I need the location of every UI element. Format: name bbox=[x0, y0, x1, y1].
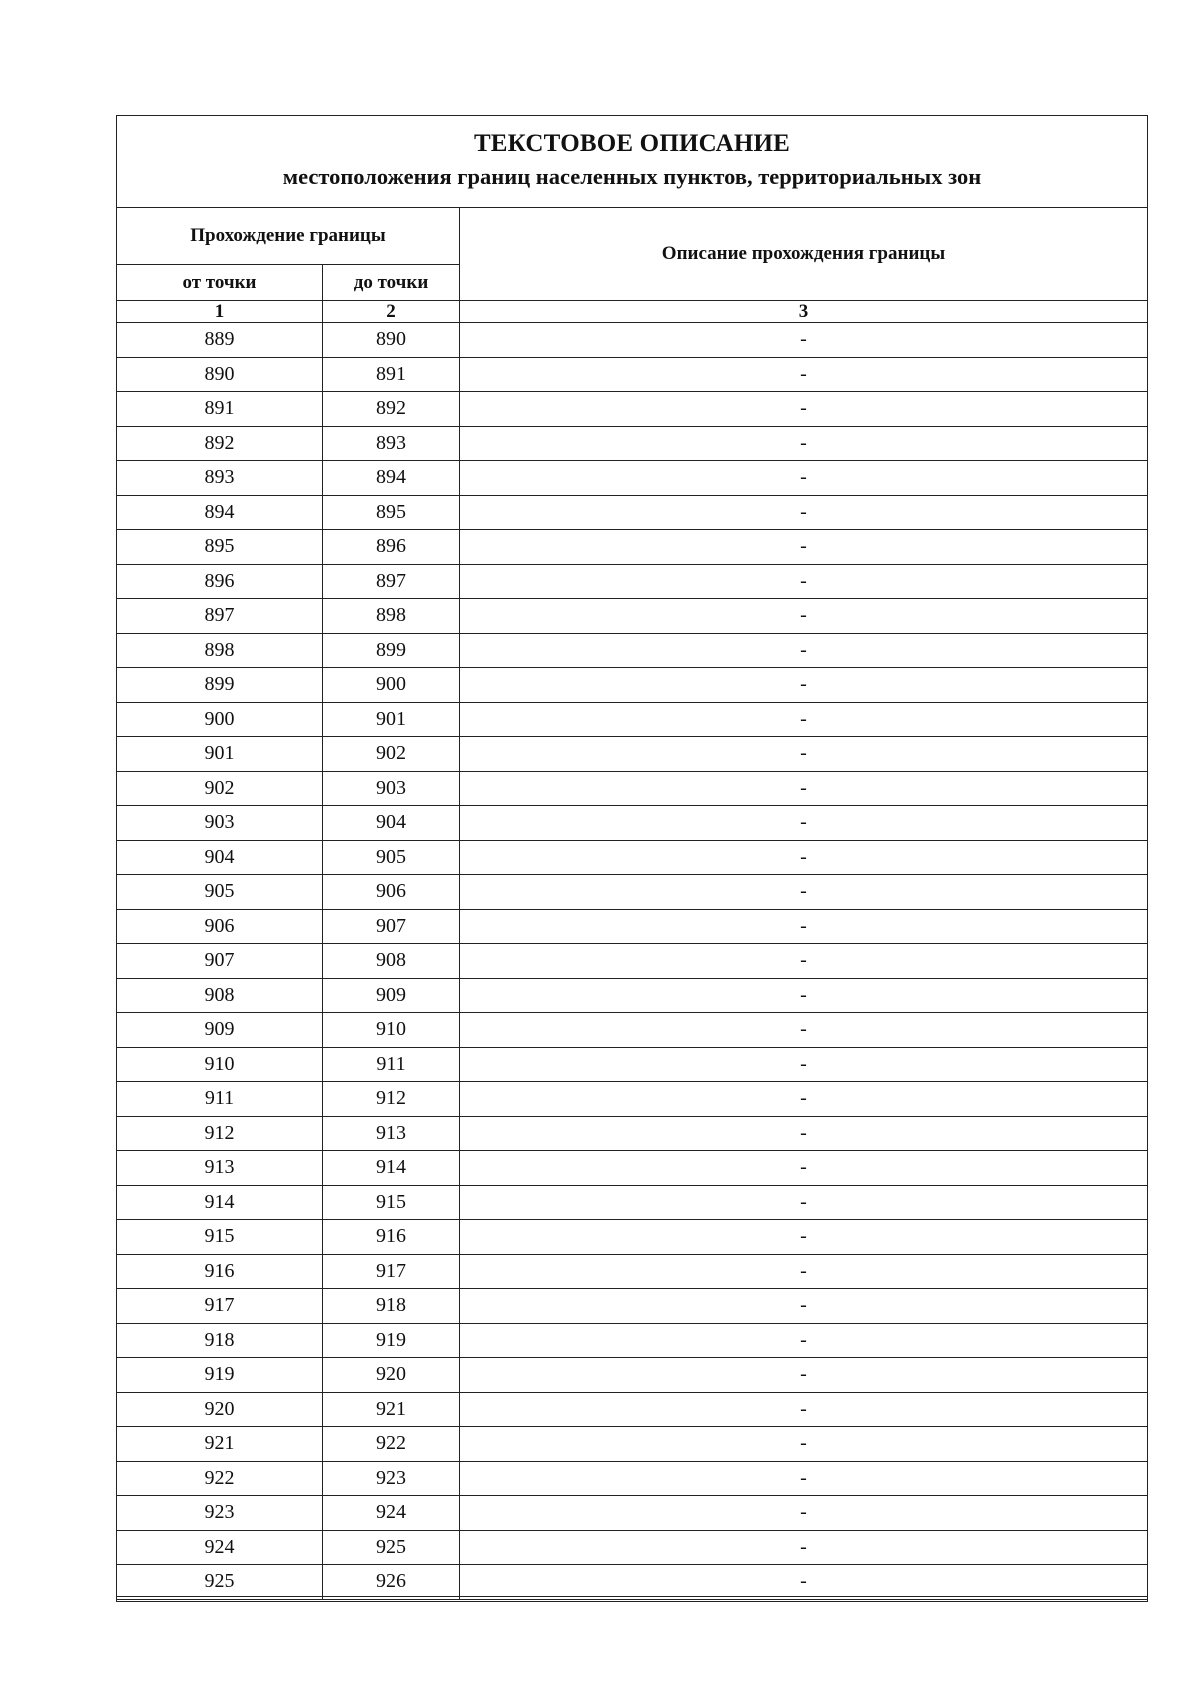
table-row bbox=[117, 1565, 1147, 1600]
table-row bbox=[117, 461, 1147, 496]
cell-to-point: 905 bbox=[323, 841, 460, 875]
cell-description: - bbox=[800, 466, 807, 489]
cell-description: - bbox=[800, 1121, 807, 1144]
table-bottom-rule bbox=[117, 1596, 1147, 1597]
document-sheet bbox=[116, 115, 1148, 1602]
cell-from-point: 922 bbox=[117, 1462, 323, 1496]
header-from-point: от точки bbox=[117, 265, 323, 300]
cell-to-point: 908 bbox=[323, 944, 460, 978]
cell-from-point: 906 bbox=[117, 910, 323, 944]
cell-from-point: 901 bbox=[117, 737, 323, 771]
cell-from-point: 914 bbox=[117, 1186, 323, 1220]
cell-description: - bbox=[800, 742, 807, 765]
cell-from-point: 898 bbox=[117, 634, 323, 668]
cell-description: - bbox=[800, 569, 807, 592]
table-row bbox=[117, 530, 1147, 565]
cell-to-point: 925 bbox=[323, 1531, 460, 1565]
cell-from-point: 892 bbox=[117, 427, 323, 461]
cell-description: - bbox=[800, 500, 807, 523]
table-row bbox=[117, 668, 1147, 703]
cell-description: - bbox=[800, 1501, 807, 1524]
table-row bbox=[117, 1220, 1147, 1255]
document-subtitle: местоположения границ населенных пунктов, территориальных зон bbox=[282, 164, 982, 189]
table-row bbox=[117, 979, 1147, 1014]
table-row bbox=[117, 944, 1147, 979]
cell-to-point: 907 bbox=[323, 910, 460, 944]
cell-from-point: 923 bbox=[117, 1496, 323, 1530]
cell-from-point: 911 bbox=[117, 1082, 323, 1116]
table-row bbox=[117, 1117, 1147, 1152]
cell-description: - bbox=[800, 1363, 807, 1386]
table-row bbox=[117, 1289, 1147, 1324]
cell-to-point: 891 bbox=[323, 358, 460, 392]
cell-to-point: 916 bbox=[323, 1220, 460, 1254]
cell-description: - bbox=[800, 1018, 807, 1041]
cell-description: - bbox=[800, 431, 807, 454]
cell-from-point: 920 bbox=[117, 1393, 323, 1427]
cell-description: - bbox=[800, 845, 807, 868]
cell-from-point: 919 bbox=[117, 1358, 323, 1392]
table-row bbox=[117, 1151, 1147, 1186]
table-row bbox=[117, 1462, 1147, 1497]
cell-from-point: 913 bbox=[117, 1151, 323, 1185]
table-row bbox=[117, 841, 1147, 876]
cell-description: - bbox=[800, 1570, 807, 1593]
header-col-number-1: 1 bbox=[117, 300, 323, 323]
cell-description: - bbox=[800, 776, 807, 799]
table-row bbox=[117, 1427, 1147, 1462]
document-title: ТЕКСТОВОЕ ОПИСАНИЕ bbox=[473, 130, 791, 157]
cell-to-point: 923 bbox=[323, 1462, 460, 1496]
header-to-point: до точки bbox=[323, 265, 460, 300]
table-row bbox=[117, 599, 1147, 634]
cell-to-point: 910 bbox=[323, 1013, 460, 1047]
cell-to-point: 919 bbox=[323, 1324, 460, 1358]
cell-description: - bbox=[800, 949, 807, 972]
header-col-number-2: 2 bbox=[323, 300, 460, 323]
cell-from-point: 918 bbox=[117, 1324, 323, 1358]
cell-description: - bbox=[800, 1432, 807, 1455]
table-row bbox=[117, 634, 1147, 669]
cell-to-point: 898 bbox=[323, 599, 460, 633]
cell-from-point: 907 bbox=[117, 944, 323, 978]
cell-to-point: 911 bbox=[323, 1048, 460, 1082]
cell-description: - bbox=[800, 362, 807, 385]
cell-to-point: 906 bbox=[323, 875, 460, 909]
cell-to-point: 915 bbox=[323, 1186, 460, 1220]
cell-to-point: 892 bbox=[323, 392, 460, 426]
cell-to-point: 895 bbox=[323, 496, 460, 530]
cell-to-point: 903 bbox=[323, 772, 460, 806]
cell-description: - bbox=[800, 1328, 807, 1351]
cell-to-point: 896 bbox=[323, 530, 460, 564]
cell-from-point: 891 bbox=[117, 392, 323, 426]
cell-from-point: 909 bbox=[117, 1013, 323, 1047]
cell-from-point: 896 bbox=[117, 565, 323, 599]
table-row bbox=[117, 703, 1147, 738]
table-row bbox=[117, 427, 1147, 462]
cell-to-point: 897 bbox=[323, 565, 460, 599]
cell-description: - bbox=[800, 535, 807, 558]
table-row bbox=[117, 323, 1147, 358]
cell-description: - bbox=[800, 1156, 807, 1179]
table-row bbox=[117, 1324, 1147, 1359]
cell-from-point: 902 bbox=[117, 772, 323, 806]
table-row bbox=[117, 392, 1147, 427]
cell-from-point: 897 bbox=[117, 599, 323, 633]
table-row bbox=[117, 1013, 1147, 1048]
table-row bbox=[117, 737, 1147, 772]
cell-from-point: 904 bbox=[117, 841, 323, 875]
cell-description: - bbox=[800, 983, 807, 1006]
cell-to-point: 904 bbox=[323, 806, 460, 840]
cell-to-point: 909 bbox=[323, 979, 460, 1013]
table-header bbox=[117, 208, 1147, 323]
cell-from-point: 903 bbox=[117, 806, 323, 840]
table-row bbox=[117, 1255, 1147, 1290]
header-boundary-passage: Прохождение границы bbox=[117, 208, 460, 265]
cell-to-point: 914 bbox=[323, 1151, 460, 1185]
table-row bbox=[117, 1186, 1147, 1221]
cell-description: - bbox=[800, 1052, 807, 1075]
cell-from-point: 915 bbox=[117, 1220, 323, 1254]
cell-to-point: 922 bbox=[323, 1427, 460, 1461]
header-description: Описание прохождения границы bbox=[661, 243, 946, 264]
cell-from-point: 899 bbox=[117, 668, 323, 702]
cell-to-point: 893 bbox=[323, 427, 460, 461]
cell-to-point: 894 bbox=[323, 461, 460, 495]
table-row bbox=[117, 565, 1147, 600]
cell-description: - bbox=[800, 707, 807, 730]
cell-to-point: 901 bbox=[323, 703, 460, 737]
cell-description: - bbox=[800, 880, 807, 903]
cell-description: - bbox=[800, 1225, 807, 1248]
cell-to-point: 921 bbox=[323, 1393, 460, 1427]
header-col-number-3: 3 bbox=[460, 300, 1147, 323]
table-row bbox=[117, 910, 1147, 945]
cell-from-point: 925 bbox=[117, 1565, 323, 1599]
cell-description: - bbox=[800, 328, 807, 351]
table-row bbox=[117, 358, 1147, 393]
cell-from-point: 890 bbox=[117, 358, 323, 392]
cell-to-point: 913 bbox=[323, 1117, 460, 1151]
cell-to-point: 902 bbox=[323, 737, 460, 771]
cell-description: - bbox=[800, 1397, 807, 1420]
cell-description: - bbox=[800, 1294, 807, 1317]
cell-from-point: 916 bbox=[117, 1255, 323, 1289]
cell-description: - bbox=[800, 604, 807, 627]
title-block bbox=[117, 116, 1147, 208]
cell-description: - bbox=[800, 914, 807, 937]
table-row bbox=[117, 875, 1147, 910]
cell-description: - bbox=[800, 1087, 807, 1110]
table-row bbox=[117, 1082, 1147, 1117]
cell-from-point: 921 bbox=[117, 1427, 323, 1461]
cell-from-point: 910 bbox=[117, 1048, 323, 1082]
cell-description: - bbox=[800, 1535, 807, 1558]
cell-to-point: 918 bbox=[323, 1289, 460, 1323]
table-row bbox=[117, 1048, 1147, 1083]
cell-from-point: 912 bbox=[117, 1117, 323, 1151]
cell-description: - bbox=[800, 1190, 807, 1213]
cell-from-point: 895 bbox=[117, 530, 323, 564]
table-row bbox=[117, 1358, 1147, 1393]
cell-to-point: 926 bbox=[323, 1565, 460, 1599]
cell-from-point: 917 bbox=[117, 1289, 323, 1323]
table-body bbox=[117, 323, 1147, 1600]
table-row bbox=[117, 1531, 1147, 1566]
cell-to-point: 890 bbox=[323, 323, 460, 357]
cell-from-point: 908 bbox=[117, 979, 323, 1013]
cell-description: - bbox=[800, 638, 807, 661]
cell-from-point: 900 bbox=[117, 703, 323, 737]
cell-description: - bbox=[800, 673, 807, 696]
cell-to-point: 924 bbox=[323, 1496, 460, 1530]
table-row bbox=[117, 772, 1147, 807]
cell-from-point: 889 bbox=[117, 323, 323, 357]
table-row bbox=[117, 1393, 1147, 1428]
table-row bbox=[117, 1496, 1147, 1531]
cell-description: - bbox=[800, 811, 807, 834]
cell-description: - bbox=[800, 1466, 807, 1489]
cell-to-point: 912 bbox=[323, 1082, 460, 1116]
cell-from-point: 905 bbox=[117, 875, 323, 909]
cell-from-point: 894 bbox=[117, 496, 323, 530]
cell-to-point: 899 bbox=[323, 634, 460, 668]
cell-to-point: 900 bbox=[323, 668, 460, 702]
cell-description: - bbox=[800, 397, 807, 420]
table-row bbox=[117, 496, 1147, 531]
cell-from-point: 924 bbox=[117, 1531, 323, 1565]
cell-to-point: 917 bbox=[323, 1255, 460, 1289]
cell-description: - bbox=[800, 1259, 807, 1282]
table-row bbox=[117, 806, 1147, 841]
cell-from-point: 893 bbox=[117, 461, 323, 495]
cell-to-point: 920 bbox=[323, 1358, 460, 1392]
